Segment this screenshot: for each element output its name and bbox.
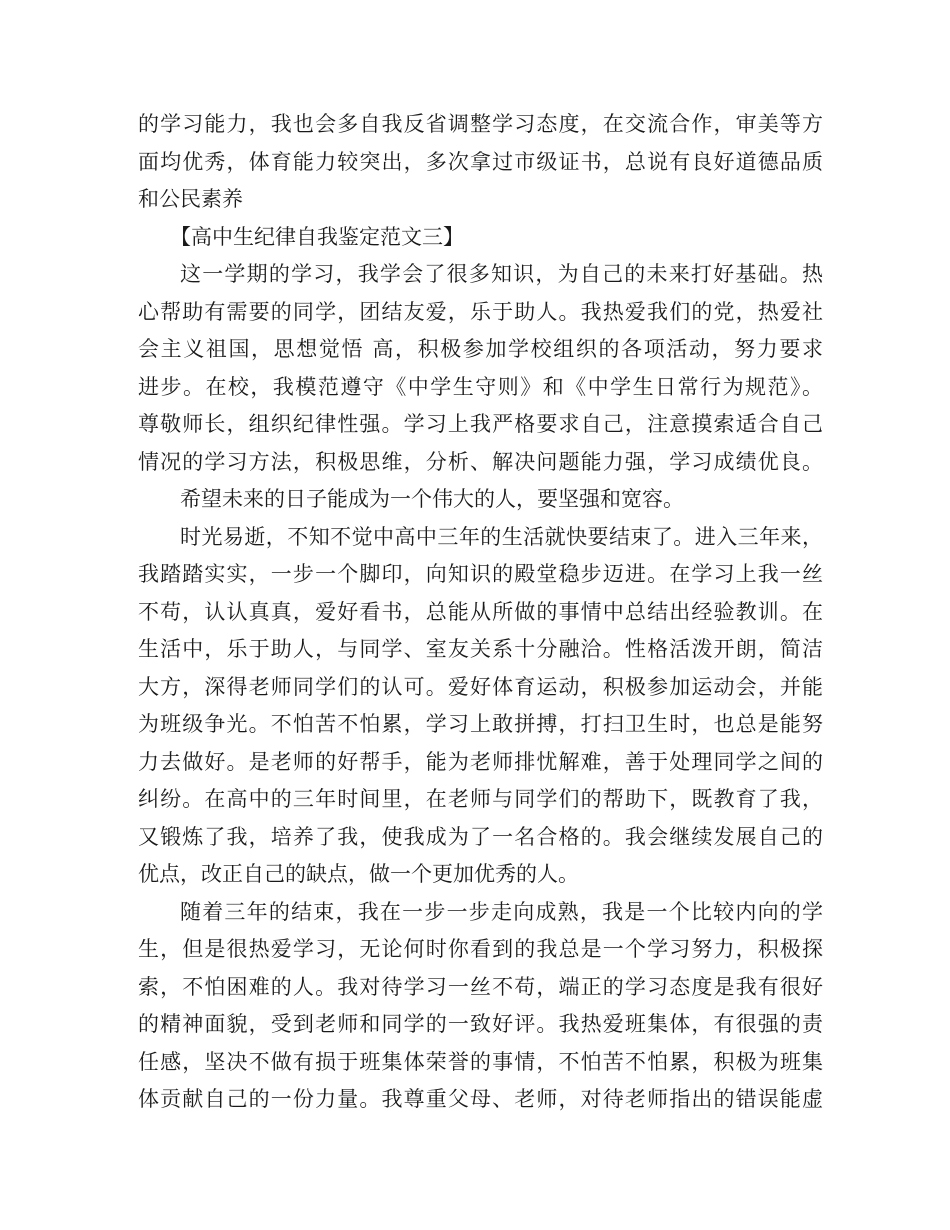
text-line: 面均优秀，体育能力较突出，多次拿过市级证书，总说有良好道德品质 bbox=[138, 149, 823, 174]
text-line: 力去做好。是老师的好帮手，能为老师排忧解难，善于处理同学之间的 bbox=[138, 749, 823, 774]
text-line: 索，不怕困难的人。我对待学习一丝不苟，端正的学习态度是我有很好 bbox=[138, 974, 823, 999]
text-line: 心帮助有需要的同学，团结友爱，乐于助人。我热爱我们的党，热爱社 bbox=[138, 299, 823, 324]
text-line: 任感，坚决不做有损于班集体荣誉的事情，不怕苦不怕累，积极为班集 bbox=[138, 1049, 823, 1074]
text-line: 纠纷。在高中的三年时间里，在老师与同学们的帮助下，既教育了我， bbox=[138, 787, 823, 811]
text-line: 情况的学习方法，积极思维，分析、解决问题能力强，学习成绩优良。 bbox=[138, 449, 823, 474]
text-line: 和公民素养 bbox=[138, 187, 243, 211]
text-line: 生，但是很热爱学习，无论何时你看到的我总是一个学习努力，积极探 bbox=[138, 937, 823, 961]
text-line: 优点，改正自己的缺点，做一个更加优秀的人。 bbox=[138, 862, 579, 886]
text-line: 随着三年的结束，我在一步一步走向成熟，我是一个比较内向的学 bbox=[180, 899, 823, 924]
text-line: 生活中，乐于助人，与同学、室友关系十分融洽。性格活泼开朗，简洁 bbox=[138, 637, 823, 661]
document-body bbox=[138, 106, 823, 1119]
text-line: 这一学期的学习，我学会了很多知识，为自己的未来打好基础。热 bbox=[180, 262, 823, 286]
text-line: 希望未来的日子能成为一个伟大的人，要坚强和宽容。 bbox=[180, 487, 684, 511]
text-line: 不苟，认认真真，爱好看书，总能从所做的事情中总结出经验教训。在 bbox=[138, 599, 823, 624]
text-line: 的精神面貌，受到老师和同学的一致好评。我热爱班集体，有很强的责 bbox=[138, 1012, 823, 1036]
text-line: 大方，深得老师同学们的认可。爱好体育运动，积极参加运动会，并能 bbox=[138, 674, 823, 699]
text-line: 的学习能力，我也会多自我反省调整学习态度，在交流合作，审美等方 bbox=[138, 112, 823, 136]
text-line: 会主义祖国，思想觉悟 高，积极参加学校组织的各项活动，努力要求 bbox=[138, 337, 823, 361]
text-line: 进步。在校，我模范遵守《中学生守则》和《中学生日常行为规范》。 bbox=[138, 374, 823, 399]
text-line: 又锻炼了我，培养了我，使我成为了一名合格的。我会继续发展自己的 bbox=[138, 824, 823, 849]
text-line: 为班级争光。不怕苦不怕累，学习上敢拼搏，打扫卫生时，也总是能努 bbox=[138, 712, 823, 736]
text-line: 时光易逝，不知不觉中高中三年的生活就快要结束了。进入三年来， bbox=[180, 524, 823, 549]
section-heading: 【高中生纪律自我鉴定范文三】 bbox=[170, 224, 464, 249]
text-line: 尊敬师长，组织纪律性强。学习上我严格要求自己，注意摸索适合自己 bbox=[138, 412, 823, 436]
text-line: 体贡献自己的一份力量。我尊重父母、老师，对待老师指出的错误能虚 bbox=[138, 1087, 823, 1111]
text-line: 我踏踏实实，一步一个脚印，向知识的殿堂稳步迈进。在学习上我一丝 bbox=[138, 562, 823, 586]
